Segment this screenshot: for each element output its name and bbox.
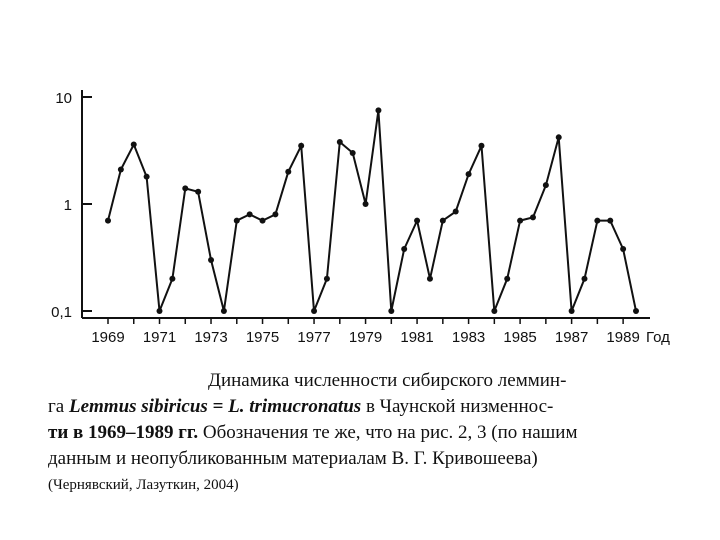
data-point [388,308,394,314]
caption-source: (Чернявский, Лазуткин, 2004) [48,477,239,493]
data-point [427,276,433,282]
y-tick-label: 0,1 [51,304,72,321]
data-point [466,171,472,177]
data-point [350,150,356,156]
tick-labels [51,90,670,346]
data-point [337,139,343,145]
caption-line-2 [48,394,698,420]
x-tick-label: 1983 [451,329,486,346]
series-line [108,110,636,311]
caption-line-3-rest: Обозначения те же, что на рис. 2, 3 (по нашим [198,422,578,443]
data-point [208,257,214,263]
x-tick-label: 1971 [142,329,177,346]
data-point [530,214,536,220]
data-point [157,308,163,314]
data-point [543,182,549,188]
data-point [401,246,407,252]
data-point [569,308,575,314]
figure-caption [48,368,698,498]
data-point [131,141,137,147]
x-tick-label: 1975 [245,329,280,346]
data-point [234,218,240,224]
caption-line-2-end: в Чаунской низменнос- [361,396,554,417]
data-point [517,218,523,224]
data-points [105,107,639,314]
data-point [375,107,381,113]
data-point [633,308,639,314]
axis-ticks [82,97,623,324]
data-point [260,218,266,224]
data-point [324,276,330,282]
caption-line-1: Динамика численности сибирского леммин- [208,370,567,391]
x-tick-label: 1987 [554,329,589,346]
data-point [272,211,278,217]
data-point [453,209,459,215]
caption-line-3 [48,420,698,446]
data-point [440,218,446,224]
data-point [311,308,317,314]
data-point [221,308,227,314]
data-point [144,174,150,180]
x-tick-label: 1981 [400,329,434,346]
x-tick-label: 1979 [348,329,383,346]
x-tick-label: 1969 [91,329,125,346]
x-axis-label: Год [646,329,670,346]
data-point [478,143,484,149]
caption-period: ти в 1969–1989 гг. [48,422,199,443]
y-tick-label: 1 [63,197,72,214]
x-tick-label: 1973 [194,329,228,346]
y-tick-label: 10 [55,90,72,107]
data-point [247,211,253,217]
data-point [414,218,420,224]
x-tick-label: 1977 [297,329,331,346]
data-point [298,143,304,149]
data-point [581,276,587,282]
caption-line-4: данным и неопубликованным материалам В. Г. Кривошеева) [48,448,538,469]
data-point [182,185,188,191]
data-point [607,218,613,224]
data-point [594,218,600,224]
data-point [118,167,124,173]
data-point [169,276,175,282]
data-point [363,201,369,207]
caption-species-name: Lemmus sibiricus = L. trimucronatus [68,396,362,417]
caption-line-2-start: га [48,396,69,417]
data-point [620,246,626,252]
data-point [504,276,510,282]
data-point [491,308,497,314]
data-point [195,189,201,195]
data-point [556,134,562,140]
data-point [105,218,111,224]
data-point [285,169,291,175]
x-tick-label: 1985 [503,329,537,346]
x-tick-label: 1989 [606,329,640,346]
